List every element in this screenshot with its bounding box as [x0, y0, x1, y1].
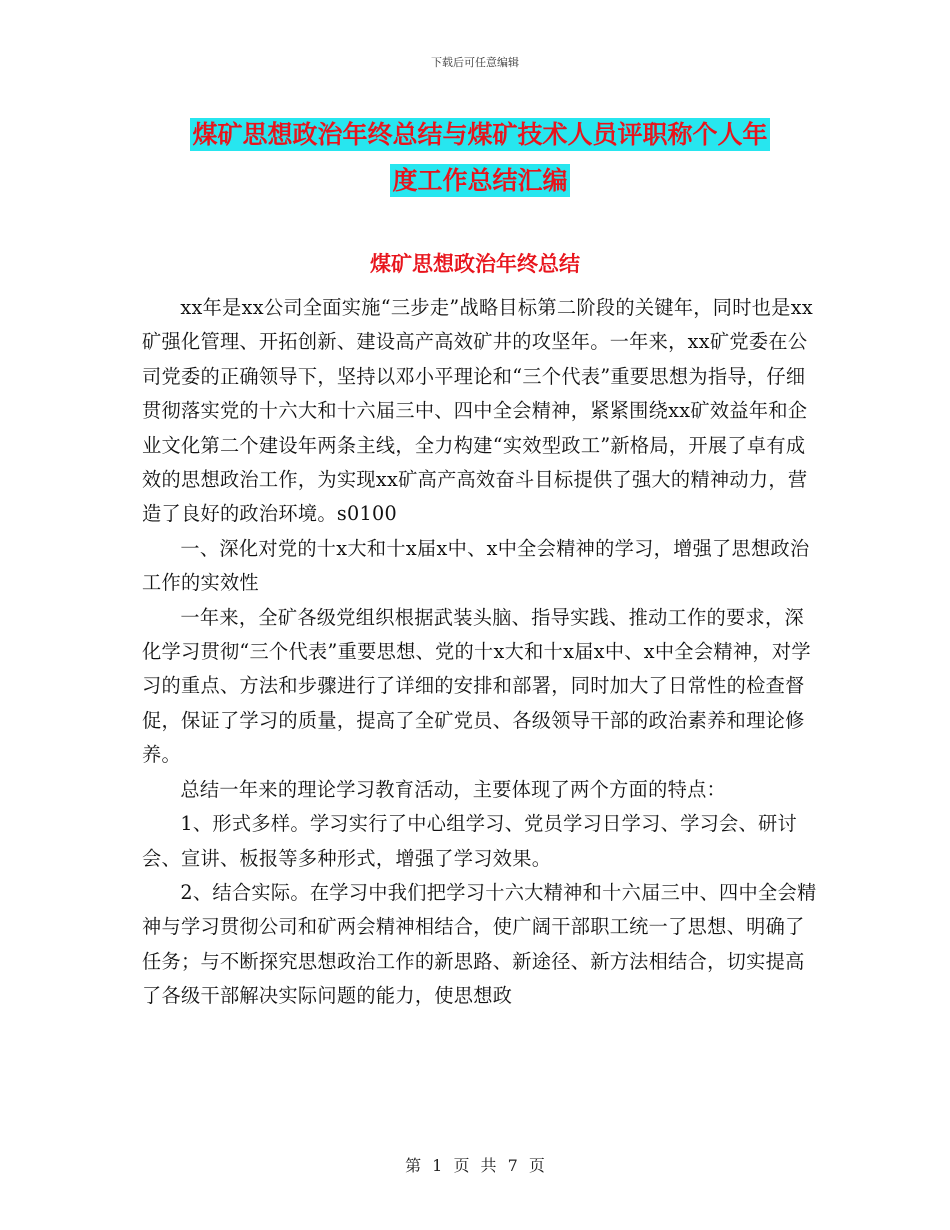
section-title: 煤矿思想政治年终总结	[370, 252, 580, 276]
document-title-line-1: 煤矿思想政治年终总结与煤矿技术人员评职称个人年	[192, 120, 768, 149]
document-title-line-2: 度工作总结汇编	[392, 166, 568, 195]
body-paragraph: xx年是xx公司全面实施“三步走”战略目标第二阶段的关键年，同时也是xx矿强化管理、开拓创新、建设高产高效矿井的攻坚年。一年来，xx矿党委在公司党委的正确领导下，坚持以邓小平理论和“三个代表”重要思想为指导，仔细贯彻落实党的十六大和十六届三中、四中全会精神，紧紧围绕xx矿效益年和企业文化第二个建设年两条主线，全力构建“实效型政工”新格局，开展了卓有成效的思想政治工作，为实现xx矿高产高效奋斗目标提供了强大的精神动力，营造了良好的政治环境。s0100	[142, 296, 813, 526]
document-body	[142, 291, 822, 1014]
page-footer: 第 1 页 共 7 页	[405, 1156, 545, 1175]
body-paragraph: 总结一年来的理论学习教育活动，主要体现了两个方面的特点：	[180, 777, 727, 801]
body-paragraph: 2、结合实际。在学习中我们把学习十六大精神和十六届三中、四中全会精神与学习贯彻公司和矿两会精神相结合，使广阔干部职工统一了思想、明确了任务；与不断探究思想政治工作的新思路、新途径、新方法相结合，切实提高了各级干部解决实际问题的能力，使思想政	[142, 880, 817, 1008]
body-paragraph: 一年来，全矿各级党组织根据武装头脑、指导实践、推动工作的要求，深化学习贯彻“三个代表”重要思想、党的十x大和十x届x中、x中全会精神，对学习的重点、方法和步骤进行了详细的安排和部署，同时加大了日常性的检查督促，保证了学习的质量，提高了全矿党员、各级领导干部的政治素养和理论修养。	[142, 605, 811, 767]
body-paragraph: 1、形式多样。学习实行了中心组学习、党员学习日学习、学习会、研讨会、宣讲、板报等多种形式，增强了学习效果。	[142, 812, 798, 870]
document-title	[140, 112, 820, 204]
body-paragraph: 一、深化对党的十x大和十x届x中、x中全会精神的学习，增强了思想政治工作的实效性	[142, 536, 810, 595]
header-note: 下载后可任意编辑	[431, 56, 519, 69]
